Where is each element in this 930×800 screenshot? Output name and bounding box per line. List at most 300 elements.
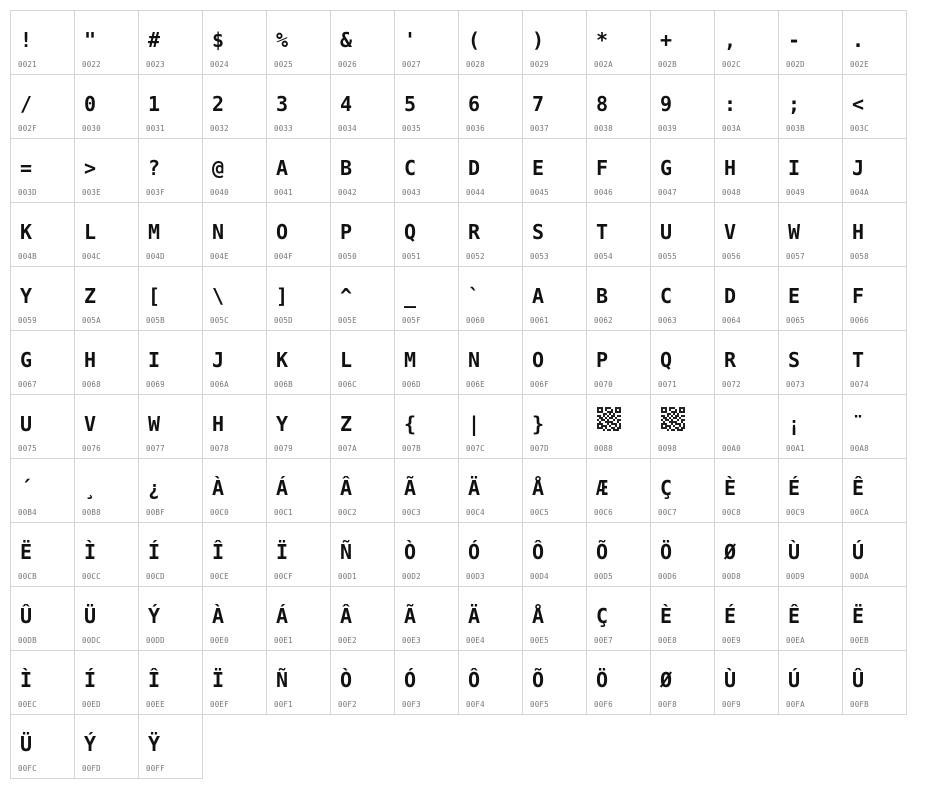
glyph-cell[interactable] xyxy=(714,74,779,139)
glyph-cell[interactable] xyxy=(714,202,779,267)
glyph-code-label: 00E4 xyxy=(466,636,485,645)
glyph-code-label: 004A xyxy=(850,188,869,197)
glyph-char: N xyxy=(468,348,481,372)
qr-placeholder-icon xyxy=(661,407,685,431)
glyph-cell[interactable] xyxy=(266,74,331,139)
glyph-cell[interactable] xyxy=(458,138,523,203)
glyph-code-label: 00DB xyxy=(18,636,37,645)
glyph-cell[interactable] xyxy=(74,394,139,459)
glyph-code-label: 002A xyxy=(594,60,613,69)
glyph-cell[interactable] xyxy=(458,458,523,523)
glyph-cell[interactable] xyxy=(266,266,331,331)
glyph-cell[interactable] xyxy=(330,266,395,331)
glyph-cell[interactable] xyxy=(330,522,395,587)
glyph-cell[interactable] xyxy=(458,650,523,715)
glyph-char: U xyxy=(660,220,673,244)
glyph-cell[interactable] xyxy=(138,714,203,779)
glyph-cell[interactable] xyxy=(330,202,395,267)
glyph-cell[interactable] xyxy=(714,10,779,75)
glyph-char: ? xyxy=(148,156,161,180)
glyph-code-label: 004C xyxy=(82,252,101,261)
glyph-cell[interactable] xyxy=(458,10,523,75)
glyph-cell[interactable] xyxy=(458,74,523,139)
glyph-cell[interactable] xyxy=(202,586,267,651)
glyph-cell[interactable] xyxy=(522,458,587,523)
glyph-char: . xyxy=(852,28,865,52)
glyph-char: L xyxy=(340,348,353,372)
glyph-cell[interactable] xyxy=(10,394,75,459)
glyph-cell[interactable] xyxy=(74,330,139,395)
glyph-cell[interactable] xyxy=(778,202,843,267)
glyph-cell[interactable] xyxy=(202,138,267,203)
glyph-code-label: 00FB xyxy=(850,700,869,709)
glyph-code-label: 00EB xyxy=(850,636,869,645)
glyph-cell[interactable] xyxy=(778,586,843,651)
glyph-cell[interactable] xyxy=(586,138,651,203)
glyph-cell[interactable] xyxy=(266,394,331,459)
glyph-cell[interactable] xyxy=(586,650,651,715)
glyph-code-label: 00F8 xyxy=(658,700,677,709)
glyph-code-label: 00A1 xyxy=(786,444,805,453)
glyph-char: Ç xyxy=(596,604,609,628)
glyph-code-label: 0044 xyxy=(466,188,485,197)
glyph-code-label: 0056 xyxy=(722,252,741,261)
glyph-code-label: 0034 xyxy=(338,124,357,133)
glyph-cell[interactable] xyxy=(842,202,907,267)
glyph-cell[interactable] xyxy=(522,650,587,715)
glyph-cell[interactable] xyxy=(586,458,651,523)
glyph-char: Ü xyxy=(84,604,97,628)
glyph-cell[interactable] xyxy=(10,74,75,139)
glyph-code-label: 002B xyxy=(658,60,677,69)
glyph-char: Õ xyxy=(596,540,609,564)
glyph-char: A xyxy=(276,156,289,180)
glyph-code-label: 0088 xyxy=(594,444,613,453)
glyph-code-label: 00EA xyxy=(786,636,805,645)
glyph-char: Ù xyxy=(788,540,801,564)
glyph-code-label: 0050 xyxy=(338,252,357,261)
glyph-cell[interactable] xyxy=(586,202,651,267)
glyph-cell[interactable] xyxy=(714,138,779,203)
glyph-row xyxy=(10,330,920,394)
glyph-code-label: 0063 xyxy=(658,316,677,325)
glyph-cell[interactable] xyxy=(10,650,75,715)
glyph-code-label: 00D5 xyxy=(594,572,613,581)
glyph-code-label: 004E xyxy=(210,252,229,261)
glyph-cell[interactable] xyxy=(650,10,715,75)
glyph-code-label: 00E2 xyxy=(338,636,357,645)
glyph-cell[interactable] xyxy=(394,74,459,139)
glyph-cell[interactable] xyxy=(714,522,779,587)
glyph-cell[interactable] xyxy=(394,650,459,715)
glyph-code-label: 00D3 xyxy=(466,572,485,581)
glyph-cell[interactable] xyxy=(522,266,587,331)
glyph-code-label: 00E1 xyxy=(274,636,293,645)
glyph-cell[interactable] xyxy=(650,266,715,331)
glyph-char: M xyxy=(148,220,161,244)
glyph-char: F xyxy=(852,284,865,308)
glyph-char: * xyxy=(596,28,609,52)
glyph-cell[interactable] xyxy=(10,266,75,331)
glyph-code-label: 0075 xyxy=(18,444,37,453)
glyph-cell[interactable] xyxy=(522,330,587,395)
glyph-cell[interactable] xyxy=(714,330,779,395)
glyph-cell[interactable] xyxy=(10,202,75,267)
glyph-cell[interactable] xyxy=(458,394,523,459)
glyph-cell[interactable] xyxy=(778,10,843,75)
glyph-cell[interactable] xyxy=(778,330,843,395)
glyph-char: A xyxy=(532,284,545,308)
glyph-cell[interactable] xyxy=(586,10,651,75)
glyph-code-label: 0076 xyxy=(82,444,101,453)
glyph-cell[interactable] xyxy=(522,10,587,75)
glyph-char: Í xyxy=(84,668,97,692)
glyph-cell[interactable] xyxy=(330,586,395,651)
glyph-cell[interactable] xyxy=(778,138,843,203)
glyph-code-label: 00CA xyxy=(850,508,869,517)
glyph-code-label: 006D xyxy=(402,380,421,389)
glyph-cell[interactable] xyxy=(778,522,843,587)
glyph-cell[interactable] xyxy=(74,10,139,75)
glyph-cell[interactable] xyxy=(138,394,203,459)
glyph-code-label: 002C xyxy=(722,60,741,69)
glyph-cell[interactable] xyxy=(522,586,587,651)
glyph-code-label: 006F xyxy=(530,380,549,389)
glyph-cell[interactable] xyxy=(10,714,75,779)
glyph-cell[interactable] xyxy=(714,394,779,459)
glyph-char: ¿ xyxy=(148,476,161,500)
glyph-row xyxy=(10,10,920,74)
glyph-code-label: 0060 xyxy=(466,316,485,325)
glyph-cell[interactable] xyxy=(138,10,203,75)
glyph-cell[interactable] xyxy=(138,522,203,587)
glyph-cell[interactable] xyxy=(458,202,523,267)
glyph-code-label: 0074 xyxy=(850,380,869,389)
glyph-char: U xyxy=(20,412,33,436)
glyph-cell[interactable] xyxy=(10,586,75,651)
glyph-code-label: 0022 xyxy=(82,60,101,69)
glyph-cell[interactable] xyxy=(458,586,523,651)
glyph-cell[interactable] xyxy=(778,650,843,715)
glyph-cell[interactable] xyxy=(714,586,779,651)
glyph-code-label: 00CB xyxy=(18,572,37,581)
glyph-code-label: 0023 xyxy=(146,60,165,69)
glyph-cell[interactable] xyxy=(330,10,395,75)
glyph-char: 1 xyxy=(148,92,161,116)
glyph-code-label: 002D xyxy=(786,60,805,69)
glyph-code-label: 0049 xyxy=(786,188,805,197)
glyph-row xyxy=(10,74,920,138)
glyph-cell[interactable] xyxy=(522,202,587,267)
glyph-code-label: 0040 xyxy=(210,188,229,197)
glyph-code-label: 003D xyxy=(18,188,37,197)
glyph-char: È xyxy=(724,476,737,500)
glyph-char: Ï xyxy=(276,540,289,564)
glyph-char: > xyxy=(84,156,97,180)
glyph-code-label: 00BF xyxy=(146,508,165,517)
glyph-cell[interactable] xyxy=(10,458,75,523)
glyph-cell[interactable] xyxy=(202,650,267,715)
glyph-cell[interactable] xyxy=(138,202,203,267)
glyph-cell[interactable] xyxy=(842,266,907,331)
glyph-char: Ý xyxy=(84,732,97,756)
glyph-code-label: 00D6 xyxy=(658,572,677,581)
glyph-code-label: 00C4 xyxy=(466,508,485,517)
glyph-cell[interactable] xyxy=(778,266,843,331)
glyph-code-label: 00C0 xyxy=(210,508,229,517)
glyph-cell[interactable] xyxy=(202,394,267,459)
glyph-char: Z xyxy=(340,412,353,436)
glyph-cell[interactable] xyxy=(650,650,715,715)
glyph-char: @ xyxy=(212,156,225,180)
glyph-cell[interactable] xyxy=(842,10,907,75)
glyph-char: H xyxy=(724,156,737,180)
glyph-code-label: 00E8 xyxy=(658,636,677,645)
glyph-cell[interactable] xyxy=(522,394,587,459)
glyph-code-label: 00FC xyxy=(18,764,37,773)
glyph-cell[interactable] xyxy=(714,650,779,715)
glyph-code-label: 0054 xyxy=(594,252,613,261)
glyph-cell[interactable] xyxy=(266,330,331,395)
glyph-cell[interactable] xyxy=(330,650,395,715)
glyph-char: Û xyxy=(20,604,33,628)
glyph-cell[interactable] xyxy=(266,10,331,75)
glyph-code-label: 006C xyxy=(338,380,357,389)
glyph-code-label: 0039 xyxy=(658,124,677,133)
glyph-cell[interactable] xyxy=(394,138,459,203)
glyph-code-label: 005D xyxy=(274,316,293,325)
glyph-cell[interactable] xyxy=(202,458,267,523)
glyph-cell[interactable] xyxy=(650,394,715,459)
glyph-code-label: 0055 xyxy=(658,252,677,261)
glyph-char: Ä xyxy=(468,476,481,500)
glyph-cell[interactable] xyxy=(458,266,523,331)
glyph-code-label: 0053 xyxy=(530,252,549,261)
glyph-cell[interactable] xyxy=(138,266,203,331)
glyph-row xyxy=(10,266,920,330)
glyph-cell[interactable] xyxy=(266,202,331,267)
glyph-row xyxy=(10,394,920,458)
glyph-cell[interactable] xyxy=(394,586,459,651)
glyph-cell[interactable] xyxy=(650,138,715,203)
glyph-cell[interactable] xyxy=(842,394,907,459)
glyph-cell[interactable] xyxy=(10,138,75,203)
glyph-char: ] xyxy=(276,284,289,308)
glyph-char: Î xyxy=(212,540,225,564)
glyph-char: C xyxy=(660,284,673,308)
glyph-char: F xyxy=(596,156,609,180)
glyph-cell[interactable] xyxy=(330,74,395,139)
glyph-char: Y xyxy=(20,284,33,308)
glyph-code-label: 00A8 xyxy=(850,444,869,453)
glyph-cell[interactable] xyxy=(10,330,75,395)
glyph-cell[interactable] xyxy=(586,74,651,139)
glyph-char: Q xyxy=(660,348,673,372)
glyph-char: ` xyxy=(468,284,481,308)
glyph-cell[interactable] xyxy=(74,714,139,779)
glyph-cell[interactable] xyxy=(266,522,331,587)
glyph-char: O xyxy=(276,220,289,244)
glyph-cell[interactable] xyxy=(74,202,139,267)
glyph-cell[interactable] xyxy=(714,458,779,523)
glyph-cell[interactable] xyxy=(202,266,267,331)
glyph-char: 9 xyxy=(660,92,673,116)
glyph-cell[interactable] xyxy=(842,586,907,651)
glyph-code-label: 00CE xyxy=(210,572,229,581)
glyph-code-label: 0027 xyxy=(402,60,421,69)
glyph-char: 2 xyxy=(212,92,225,116)
glyph-char: L xyxy=(84,220,97,244)
glyph-code-label: 007C xyxy=(466,444,485,453)
glyph-char: K xyxy=(276,348,289,372)
glyph-cell[interactable] xyxy=(650,74,715,139)
glyph-cell[interactable] xyxy=(394,458,459,523)
glyph-char: ´ xyxy=(20,476,33,500)
glyph-char: È xyxy=(660,604,673,628)
glyph-cell[interactable] xyxy=(394,330,459,395)
glyph-code-label: 00C9 xyxy=(786,508,805,517)
glyph-cell[interactable] xyxy=(586,330,651,395)
glyph-cell[interactable] xyxy=(266,586,331,651)
glyph-char: Ò xyxy=(404,540,417,564)
glyph-char: Ì xyxy=(84,540,97,564)
glyph-char: É xyxy=(788,476,801,500)
glyph-row xyxy=(10,522,920,586)
glyph-cell[interactable] xyxy=(202,522,267,587)
glyph-code-label: 00C2 xyxy=(338,508,357,517)
glyph-char: } xyxy=(532,412,545,436)
glyph-code-label: 005F xyxy=(402,316,421,325)
glyph-cell[interactable] xyxy=(394,522,459,587)
glyph-cell[interactable] xyxy=(842,330,907,395)
glyph-cell[interactable] xyxy=(330,458,395,523)
glyph-cell[interactable] xyxy=(202,10,267,75)
glyph-code-label: 005E xyxy=(338,316,357,325)
glyph-cell[interactable] xyxy=(138,74,203,139)
glyph-char: ) xyxy=(532,28,545,52)
glyph-cell[interactable] xyxy=(394,394,459,459)
glyph-char: T xyxy=(852,348,865,372)
glyph-cell[interactable] xyxy=(202,74,267,139)
glyph-char: Ô xyxy=(468,668,481,692)
glyph-cell[interactable] xyxy=(74,74,139,139)
glyph-char: Î xyxy=(148,668,161,692)
glyph-cell[interactable] xyxy=(458,330,523,395)
glyph-cell[interactable] xyxy=(266,458,331,523)
glyph-code-label: 00ED xyxy=(82,700,101,709)
glyph-code-label: 0047 xyxy=(658,188,677,197)
glyph-char: Ô xyxy=(532,540,545,564)
glyph-char: K xyxy=(20,220,33,244)
glyph-code-label: 007B xyxy=(402,444,421,453)
glyph-code-label: 00FD xyxy=(82,764,101,773)
glyph-code-label: 00C6 xyxy=(594,508,613,517)
glyph-cell[interactable] xyxy=(522,74,587,139)
glyph-code-label: 00EC xyxy=(18,700,37,709)
glyph-cell[interactable] xyxy=(330,138,395,203)
glyph-cell[interactable] xyxy=(10,10,75,75)
glyph-cell[interactable] xyxy=(202,202,267,267)
glyph-cell[interactable] xyxy=(522,522,587,587)
glyph-cell[interactable] xyxy=(74,522,139,587)
glyph-cell[interactable] xyxy=(842,522,907,587)
glyph-cell[interactable] xyxy=(74,266,139,331)
glyph-char: Á xyxy=(276,476,289,500)
glyph-row xyxy=(10,202,920,266)
glyph-char: ; xyxy=(788,92,801,116)
glyph-cell[interactable] xyxy=(650,522,715,587)
glyph-cell[interactable] xyxy=(10,522,75,587)
glyph-code-label: 006E xyxy=(466,380,485,389)
glyph-cell[interactable] xyxy=(650,458,715,523)
glyph-cell[interactable] xyxy=(202,330,267,395)
glyph-cell[interactable] xyxy=(650,586,715,651)
glyph-char: T xyxy=(596,220,609,244)
glyph-cell[interactable] xyxy=(330,394,395,459)
glyph-char: Æ xyxy=(596,476,609,500)
glyph-cell[interactable] xyxy=(266,138,331,203)
glyph-char: = xyxy=(20,156,33,180)
glyph-cell[interactable] xyxy=(458,522,523,587)
glyph-code-label: 00F5 xyxy=(530,700,549,709)
glyph-cell[interactable] xyxy=(74,650,139,715)
glyph-cell[interactable] xyxy=(522,138,587,203)
glyph-cell[interactable] xyxy=(586,522,651,587)
glyph-cell[interactable] xyxy=(394,202,459,267)
glyph-char: G xyxy=(20,348,33,372)
glyph-cell[interactable] xyxy=(74,586,139,651)
glyph-char: Ö xyxy=(660,540,673,564)
glyph-cell[interactable] xyxy=(842,458,907,523)
glyph-cell[interactable] xyxy=(138,586,203,651)
glyph-cell[interactable] xyxy=(778,394,843,459)
glyph-cell[interactable] xyxy=(586,394,651,459)
glyph-cell[interactable] xyxy=(74,458,139,523)
glyph-cell[interactable] xyxy=(138,650,203,715)
glyph-cell[interactable] xyxy=(714,266,779,331)
glyph-cell[interactable] xyxy=(842,650,907,715)
glyph-cell[interactable] xyxy=(394,266,459,331)
glyph-cell[interactable] xyxy=(778,458,843,523)
glyph-code-label: 0051 xyxy=(402,252,421,261)
glyph-char: Ü xyxy=(20,732,33,756)
glyph-code-label: 0098 xyxy=(658,444,677,453)
glyph-cell[interactable] xyxy=(138,458,203,523)
glyph-cell[interactable] xyxy=(330,330,395,395)
glyph-cell[interactable] xyxy=(394,10,459,75)
glyph-char: N xyxy=(212,220,225,244)
glyph-cell[interactable] xyxy=(842,74,907,139)
glyph-cell[interactable] xyxy=(586,266,651,331)
glyph-cell[interactable] xyxy=(138,138,203,203)
glyph-cell[interactable] xyxy=(74,138,139,203)
glyph-char: Ç xyxy=(660,476,673,500)
glyph-char: Ã xyxy=(404,476,417,500)
glyph-cell[interactable] xyxy=(266,650,331,715)
glyph-row xyxy=(10,458,920,522)
glyph-code-label: 00F9 xyxy=(722,700,741,709)
glyph-cell[interactable] xyxy=(778,74,843,139)
glyph-code-label: 0070 xyxy=(594,380,613,389)
glyph-char: D xyxy=(468,156,481,180)
glyph-cell[interactable] xyxy=(586,586,651,651)
glyph-char: Ý xyxy=(148,604,161,628)
glyph-cell[interactable] xyxy=(842,138,907,203)
glyph-char: Ú xyxy=(852,540,865,564)
glyph-cell[interactable] xyxy=(138,330,203,395)
glyph-cell[interactable] xyxy=(650,330,715,395)
glyph-cell[interactable] xyxy=(650,202,715,267)
